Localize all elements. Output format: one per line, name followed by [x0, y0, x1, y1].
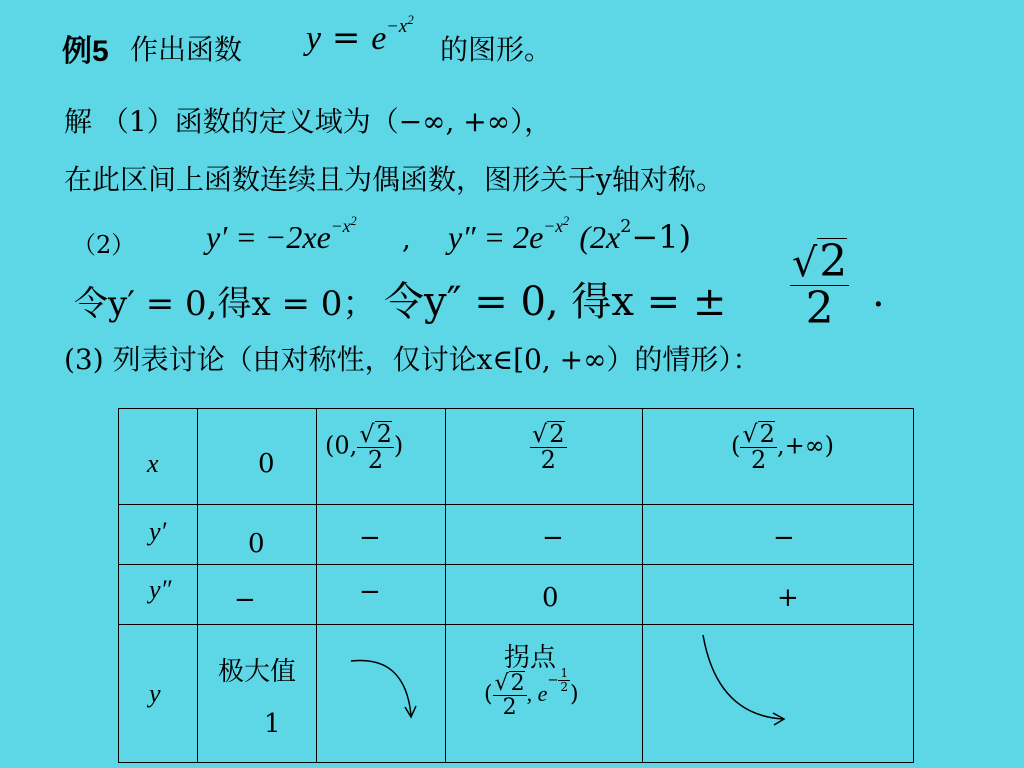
table-row-x [119, 409, 914, 505]
first-derivative: $y' = -2xe^{-x^2}$ [206, 213, 357, 255]
cell-y2-inflection: 0 [446, 565, 643, 625]
formula-e: e [371, 20, 387, 57]
title-formula [306, 12, 414, 58]
inflection-fraction: $\frac{√2}{2}$ [792, 236, 848, 335]
inflection-condition: 令y″ = 0, 得x = ± [384, 279, 727, 325]
formula-y: y [306, 20, 322, 57]
table-row-y2 [119, 565, 914, 625]
cell-y-inflection: 拐点 ( $\frac{√2}{2}$ , $e^{- \frac{1}{2}}$ ) [446, 625, 643, 763]
step2-label: （2） [72, 231, 136, 259]
table-header-x: x [119, 409, 198, 505]
cell-y2-interval1: − [317, 565, 446, 625]
table-header-y1: y′ [119, 505, 198, 565]
cell-y-max: 极大值 1 [198, 625, 317, 763]
cell-x-inflection: $\frac{√2}{2}$ [446, 409, 643, 505]
second-derivative: $y'' = 2e^{-x^2}$ $(2x^2-1)$ [448, 213, 692, 256]
title-text: 作出函数 [130, 33, 243, 66]
step1-line2: 在此区间上函数连续且为偶函数，图形关于y轴对称。 [64, 163, 724, 196]
table-header-y: y [119, 625, 198, 763]
example-label: 例5 [62, 35, 109, 68]
table-row-y1 [119, 505, 914, 565]
cell-x-interval2: ( $\frac{√2}{2}$ ,+∞) [643, 409, 914, 505]
step1-line1: 解 （1）函数的定义域为（−∞, +∞）， [64, 105, 553, 138]
cell-y-decreasing-concave [317, 625, 446, 763]
cell-y1-0: 0 [198, 505, 317, 565]
separator: , [402, 222, 411, 255]
formula-exponent: −x2 [386, 12, 414, 38]
cell-x-0: 0 [198, 409, 317, 505]
sign-table [118, 408, 914, 763]
decreasing-convex-arrow-icon [643, 625, 913, 761]
cell-y2-0: − [198, 565, 317, 625]
decreasing-concave-arrow-icon [317, 625, 443, 761]
title-tail: 的图形。 [440, 33, 553, 66]
table-header-y2: y″ [119, 565, 198, 625]
inflection-end: . [872, 270, 885, 316]
table-row-y [119, 625, 914, 763]
formula-eq: = [331, 18, 361, 58]
cell-y-decreasing-convex [643, 625, 914, 763]
cell-y1-interval1: − [317, 505, 446, 565]
cell-y2-interval2: + [643, 565, 914, 625]
cell-y1-interval2: − [643, 505, 914, 565]
step3-text: (3) 列表讨论（由对称性，仅讨论x∈[0, +∞）的情形）： [64, 343, 761, 376]
cell-y1-inflection: − [446, 505, 643, 565]
critical-point-1: 令y′ = 0,得x = 0； [74, 284, 377, 324]
cell-x-interval1: (0, $\frac{√2}{2}$ ) [317, 409, 446, 505]
